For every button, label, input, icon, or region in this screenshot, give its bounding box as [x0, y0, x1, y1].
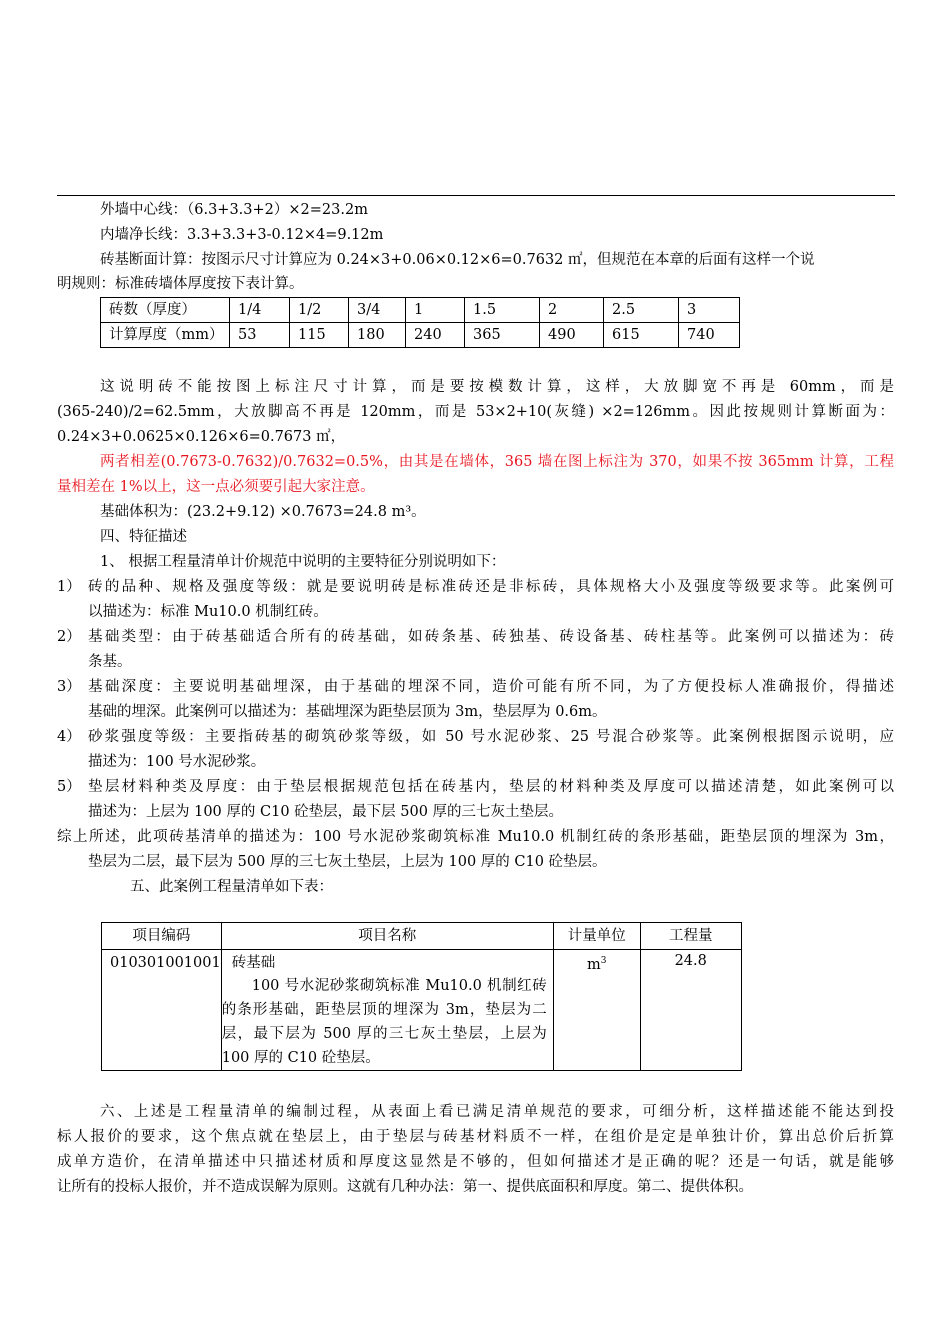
table-cell: 365: [465, 323, 540, 348]
unit-superscript: 3: [600, 956, 607, 966]
table-cell: 53: [230, 323, 290, 348]
item-name-title: 砖基础: [231, 955, 276, 971]
item3-text-a: 基础深度：主要说明基础埋深，由于基础的埋深不同，造价可能有所不同，为了方便投标人准确报价，得描述: [88, 679, 894, 695]
table-cell: 115: [290, 323, 349, 348]
table-row: [101, 323, 740, 348]
section6-line-3: 成单方造价，在清单描述中只描述材质和厚度这显然是不够的，但如何描述才是正确的呢？还是一句话，就是能够: [57, 1154, 894, 1170]
item5-text-b: 描述为：上层为 100 厚的 C10 砼垫层，最下层 500 厚的三七灰土垫层。: [88, 804, 564, 820]
item5-text-a: 垫层材料种类及厚度：由于垫层根据规范包括在砖基内，垫层的材料种类及厚度可以描述清楚，如此案例可以: [88, 779, 894, 795]
brick-thickness-table: [100, 297, 740, 348]
item-number: 2）: [57, 629, 81, 645]
summary-line-1: 综上所述，此项砖基清单的描述为：100 号水泥砂浆砌筑标准 Mu10.0 机制红砖的条形基础，距垫层顶的埋深为 3m，: [57, 829, 894, 845]
item-number: 3）: [57, 679, 81, 695]
item-number: 5）: [57, 779, 81, 795]
section6-line-1: 六、上述是工程量清单的编制过程，从表面上看已满足清单规范的要求，可细分析，这样描述能不能达到投: [100, 1104, 894, 1120]
section-calc-line-2: 明规则：标准砖墙体厚度按下表计算。: [57, 276, 304, 292]
item-number: 1）: [57, 579, 81, 595]
item4-text-b: 描述为：100 号水泥砂浆。: [88, 754, 266, 770]
section5-title: 五、此案例工程量清单如下表：: [130, 879, 333, 895]
item-unit: [553, 950, 640, 1071]
outer-wall-line: 外墙中心线：（6.3+3.3+2）×2=23.2m: [100, 202, 368, 218]
table-row: [102, 950, 742, 1071]
table-cell: 2.5: [604, 298, 679, 323]
table-cell: 砖数（厚度）: [101, 298, 230, 323]
item-code: 010301001001: [102, 950, 222, 1071]
section6-line-2: 标人报价的要求，这个焦点就在垫层上，由于垫层与砖基材料质不一样，在组价是定是单独计价，算出总价后折算: [57, 1129, 894, 1145]
table-cell: 1: [406, 298, 465, 323]
section4-intro: 1、 根据工程量清单计价规范中说明的主要特征分别说明如下：: [100, 554, 506, 570]
table-cell: 3/4: [349, 298, 406, 323]
table-cell: 615: [604, 323, 679, 348]
table-row: [101, 298, 740, 323]
header-quantity: 工程量: [640, 923, 741, 950]
explain-line-2: (365-240)/2=62.5mm，大放脚高不再是 120mm，而是 53×2+10(灰缝) ×2=126mm。因此按规则计算断面为：: [57, 404, 894, 420]
item-name-cell: [221, 950, 553, 1071]
item3-text-b: 基础的埋深。此案例可以描述为：基础埋深为距垫层顶为 3m，垫层厚为 0.6m。: [88, 704, 607, 720]
table-cell: 1/4: [230, 298, 290, 323]
summary-line-2: 垫层为二层，最下层为 500 厚的三七灰土垫层，上层为 100 厚的 C10 砼垫层。: [88, 854, 607, 870]
explain-line-1: 这说明砖不能按图上标注尺寸计算，而是要按模数计算，这样，大放脚宽不再是 60mm，而是: [100, 379, 894, 395]
warning-line-2: 量相差在 1%以上，这一点必须要引起大家注意。: [57, 479, 375, 495]
item1-text-a: 砖的品种、规格及强度等级：就是要说明砖是标准砖还是非标砖，具体规格大小及强度等级要求等。此案例可: [88, 579, 894, 595]
table-cell: 2: [540, 298, 604, 323]
explain-line-3: 0.24×3+0.0625×0.126×6=0.7673 ㎡，: [57, 429, 346, 445]
table-cell: 1/2: [290, 298, 349, 323]
table-cell: 3: [679, 298, 740, 323]
table-cell: 180: [349, 323, 406, 348]
header-code: 项目编码: [102, 923, 222, 950]
warning-line-1: 两者相差(0.7673-0.7632)/0.7632=0.5%，由其是在墙体，365 墙在图上标注为 370，如果不按 365mm 计算，工程: [100, 454, 894, 470]
volume-line: 基础体积为：(23.2+9.12) ×0.7673=24.8 m³。: [100, 504, 426, 520]
table-header-row: [102, 923, 742, 950]
inner-wall-line: 内墙净长线：3.3+3.3+3-0.12×4=9.12m: [100, 227, 384, 243]
section6-line-4: 让所有的投标人报价，并不造成误解为原则。这就有几种办法：第一、提供底面积和厚度。第二、提供体积。: [57, 1179, 753, 1195]
item-name-description: 100 号水泥砂浆砌筑标准 Mu10.0 机制红砖的条形基础，距垫层顶的埋深为 3m，垫层为二层，最下层为 500 厚的三七灰土垫层，上层为 100 厚的 C10 砼垫层。: [221, 978, 547, 1066]
bill-of-quantities-table: [101, 922, 742, 1071]
item1-text-b: 以描述为：标准 Mu10.0 机制红砖。: [88, 604, 328, 620]
table-cell: 1.5: [465, 298, 540, 323]
section-calc-line-1: 砖基断面计算：按图示尺寸计算应为 0.24×3+0.06×0.12×6=0.7632 ㎡，但规范在本章的后面有这样一个说: [100, 252, 815, 268]
item-number: 4）: [57, 729, 81, 745]
table-cell: 计算厚度（mm）: [101, 323, 230, 348]
header-name: 项目名称: [221, 923, 553, 950]
table-cell: 490: [540, 323, 604, 348]
section4-title: 四、特征描述: [100, 529, 187, 545]
item4-text-a: 砂浆强度等级：主要指砖基的砌筑砂浆等级，如 50 号水泥砂浆、25 号混合砂浆等。此案例根据图示说明，应: [88, 729, 894, 745]
unit-base: m: [586, 956, 601, 973]
header-rule: [57, 195, 895, 196]
item-quantity: 24.8: [640, 950, 741, 1071]
item2-text-a: 基础类型：由于砖基础适合所有的砖基础，如砖条基、砖独基、砖设备基、砖柱基等。此案例可以描述为：砖: [88, 629, 894, 645]
table-cell: 240: [406, 323, 465, 348]
table-cell: 740: [679, 323, 740, 348]
item2-text-b: 条基。: [88, 654, 132, 670]
header-unit: 计量单位: [553, 923, 640, 950]
